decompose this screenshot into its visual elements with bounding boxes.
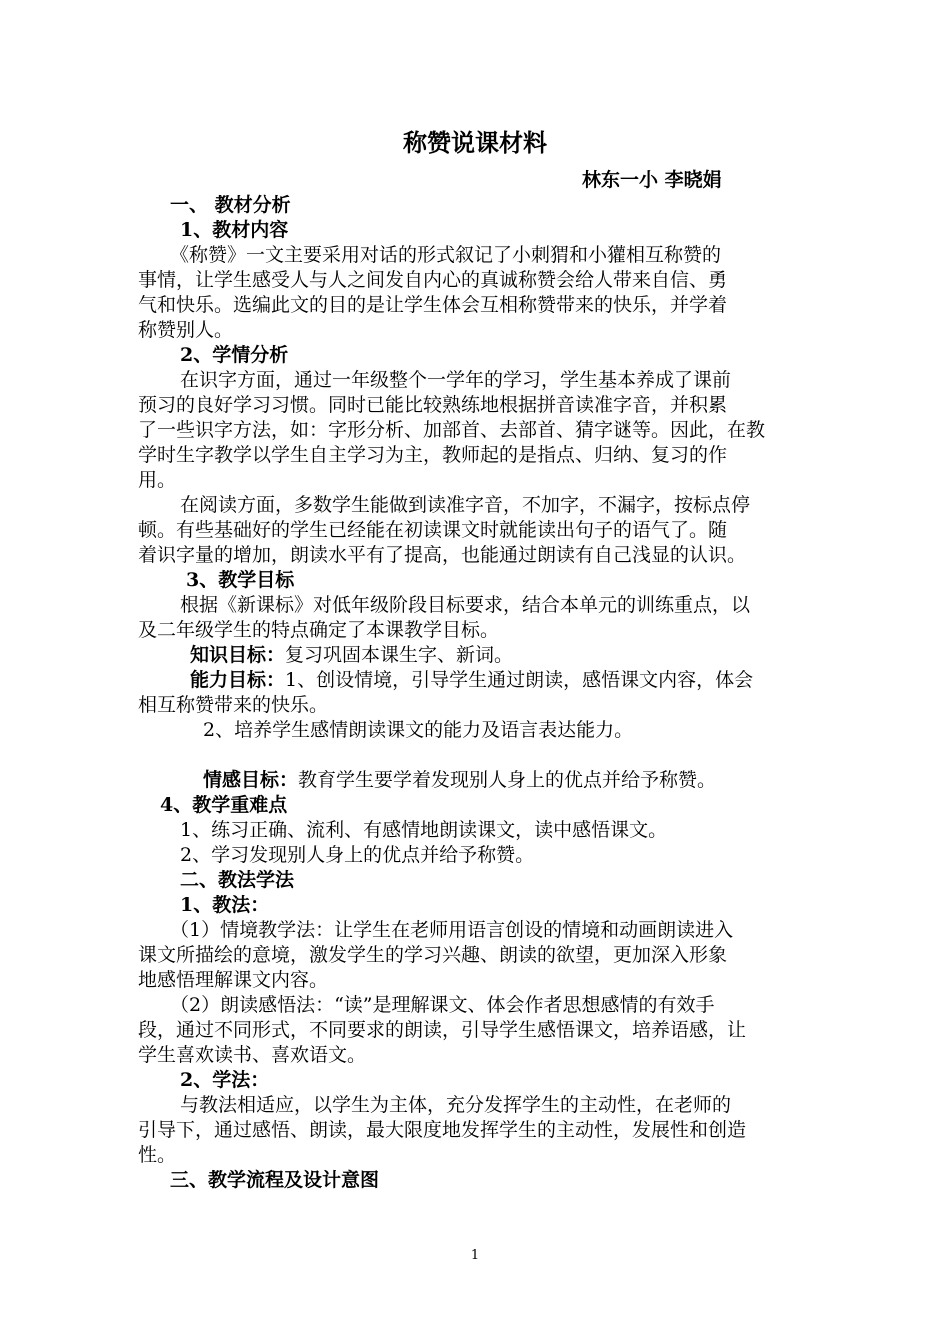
line-text: 三、教学流程及设计意图 xyxy=(170,1169,380,1191)
line-text: 称赞别人。 xyxy=(138,319,234,341)
text-line xyxy=(138,393,814,418)
line-text: 一、 教材分析 xyxy=(170,194,291,216)
text-line xyxy=(138,1018,814,1043)
author-line: 林东一小 李晓娟 xyxy=(582,169,722,191)
line-text: 2、培养学生感情朗读课文的能力及语言表达能力。 xyxy=(203,719,634,741)
text-line xyxy=(138,318,814,343)
text-line xyxy=(180,343,814,368)
line-text: 1、教法： xyxy=(180,894,270,916)
line-text: 气和快乐。选编此文的目的是让学生体会互相称赞带来的快乐，并学着 xyxy=(138,294,728,316)
text-line xyxy=(138,543,814,568)
text-line xyxy=(138,943,814,968)
line-text: 事情，让学生感受人与人之间发自内心的真诚称赞会给人带来自信、勇 xyxy=(138,269,728,291)
line-text: 地感悟理解课文内容。 xyxy=(138,969,329,991)
line-text: 教育学生要学着发现别人身上的优点并给予称赞。 xyxy=(298,769,717,791)
text-line xyxy=(138,443,814,468)
line-text: 用。 xyxy=(138,469,177,491)
goal-label: 能力目标： xyxy=(190,669,286,691)
line-text: 预习的良好学习习惯。同时已能比较熟练地根据拼音读准字音，并积累 xyxy=(138,394,728,416)
text-line xyxy=(203,718,814,743)
text-line xyxy=(170,243,814,268)
line-text: 与教法相适应，以学生为主体，充分发挥学生的主动性，在老师的 xyxy=(180,1094,732,1116)
text-line xyxy=(180,893,814,918)
line-text: 4、教学重难点 xyxy=(160,794,288,816)
line-text: 根据《新课标》对低年级阶段目标要求，结合本单元的训练重点，以 xyxy=(180,594,751,616)
text-line xyxy=(180,868,814,893)
text-line xyxy=(160,793,814,818)
text-line xyxy=(170,993,814,1018)
line-text: 《称赞》一文主要采用对话的形式叙记了小刺猬和小獾相互称赞的 xyxy=(170,244,722,266)
text-line xyxy=(138,268,814,293)
line-text: 段，通过不同形式，不同要求的朗读，引导学生感悟课文，培养语感，让 xyxy=(138,1019,747,1041)
text-line xyxy=(138,518,814,543)
line-text: 学时生字教学以学生自主学习为主，教师起的是指点、归纳、复习的作 xyxy=(138,444,728,466)
goal-label: 知识目标： xyxy=(190,644,286,666)
text-line xyxy=(180,843,814,868)
line-text: 2、学法： xyxy=(180,1069,270,1091)
text-line xyxy=(190,668,814,693)
line-text: 2、学习发现别人身上的优点并给予称赞。 xyxy=(180,844,535,866)
text-line xyxy=(138,1043,814,1068)
text-line xyxy=(170,193,814,218)
line-text: 性。 xyxy=(138,1144,177,1166)
text-line xyxy=(186,568,814,593)
line-text: 2、学情分析 xyxy=(180,344,289,366)
line-text: 1、创设情境，引导学生通过朗读，感悟课文内容，体会 xyxy=(285,669,754,691)
text-line xyxy=(203,768,814,793)
text-line xyxy=(180,818,814,843)
line-text: 二、教法学法 xyxy=(180,869,295,891)
text-line xyxy=(138,418,814,443)
line-text: 1、练习正确、流利、有感情地朗读课文，读中感悟课文。 xyxy=(180,819,668,841)
text-line xyxy=(190,643,814,668)
line-text: 学生喜欢读书、喜欢语文。 xyxy=(138,1044,367,1066)
line-text: 了一些识字方法，如：字形分析、加部首、去部首、猜字谜等。因此，在教 xyxy=(138,419,766,441)
text-line xyxy=(180,368,814,393)
text-line xyxy=(138,618,814,643)
text-line xyxy=(180,1093,814,1118)
text-line xyxy=(138,293,814,318)
line-text: 顿。有些基础好的学生已经能在初读课文时就能读出句子的语气了。随 xyxy=(138,519,728,541)
text-line xyxy=(138,968,814,993)
goal-label: 情感目标： xyxy=(203,769,299,791)
line-text: 课文所描绘的意境，激发学生的学习兴趣、朗读的欲望，更加深入形象 xyxy=(138,944,728,966)
text-line xyxy=(170,1168,814,1193)
line-text: 在识字方面，通过一年级整个一学年的学习，学生基本养成了课前 xyxy=(180,369,732,391)
line-text: 1、教材内容 xyxy=(180,219,289,241)
line-text: 相互称赞带来的快乐。 xyxy=(138,694,329,716)
text-line xyxy=(180,218,814,243)
line-text: 复习巩固本课生字、新词。 xyxy=(285,644,514,666)
text-line xyxy=(180,493,814,518)
line-text: （1）情境教学法：让学生在老师用语言创设的情境和动画朗读进入 xyxy=(170,919,734,941)
line-text: （2）朗读感悟法：“读”是理解课文、体会作者思想感情的有效手 xyxy=(170,994,715,1016)
page-number: 1 xyxy=(470,1248,480,1263)
text-line xyxy=(170,918,814,943)
document-title: 称赞说课材料 xyxy=(403,128,547,157)
line-text: 在阅读方面，多数学生能做到读准字音，不加字，不漏字，按标点停 xyxy=(180,494,751,516)
line-text: 引导下，通过感悟、朗读，最大限度地发挥学生的主动性，发展性和创造 xyxy=(138,1119,747,1141)
line-text: 3、教学目标 xyxy=(186,569,295,591)
text-line xyxy=(180,593,814,618)
text-line xyxy=(138,693,814,718)
text-line xyxy=(180,1068,814,1093)
line-text: 着识字量的增加，朗读水平有了提高，也能通过朗读有自己浅显的认识。 xyxy=(138,544,747,566)
line-text: 及二年级学生的特点确定了本课教学目标。 xyxy=(138,619,500,641)
text-line xyxy=(138,468,814,493)
text-line xyxy=(138,1143,814,1168)
text-line xyxy=(138,1118,814,1143)
